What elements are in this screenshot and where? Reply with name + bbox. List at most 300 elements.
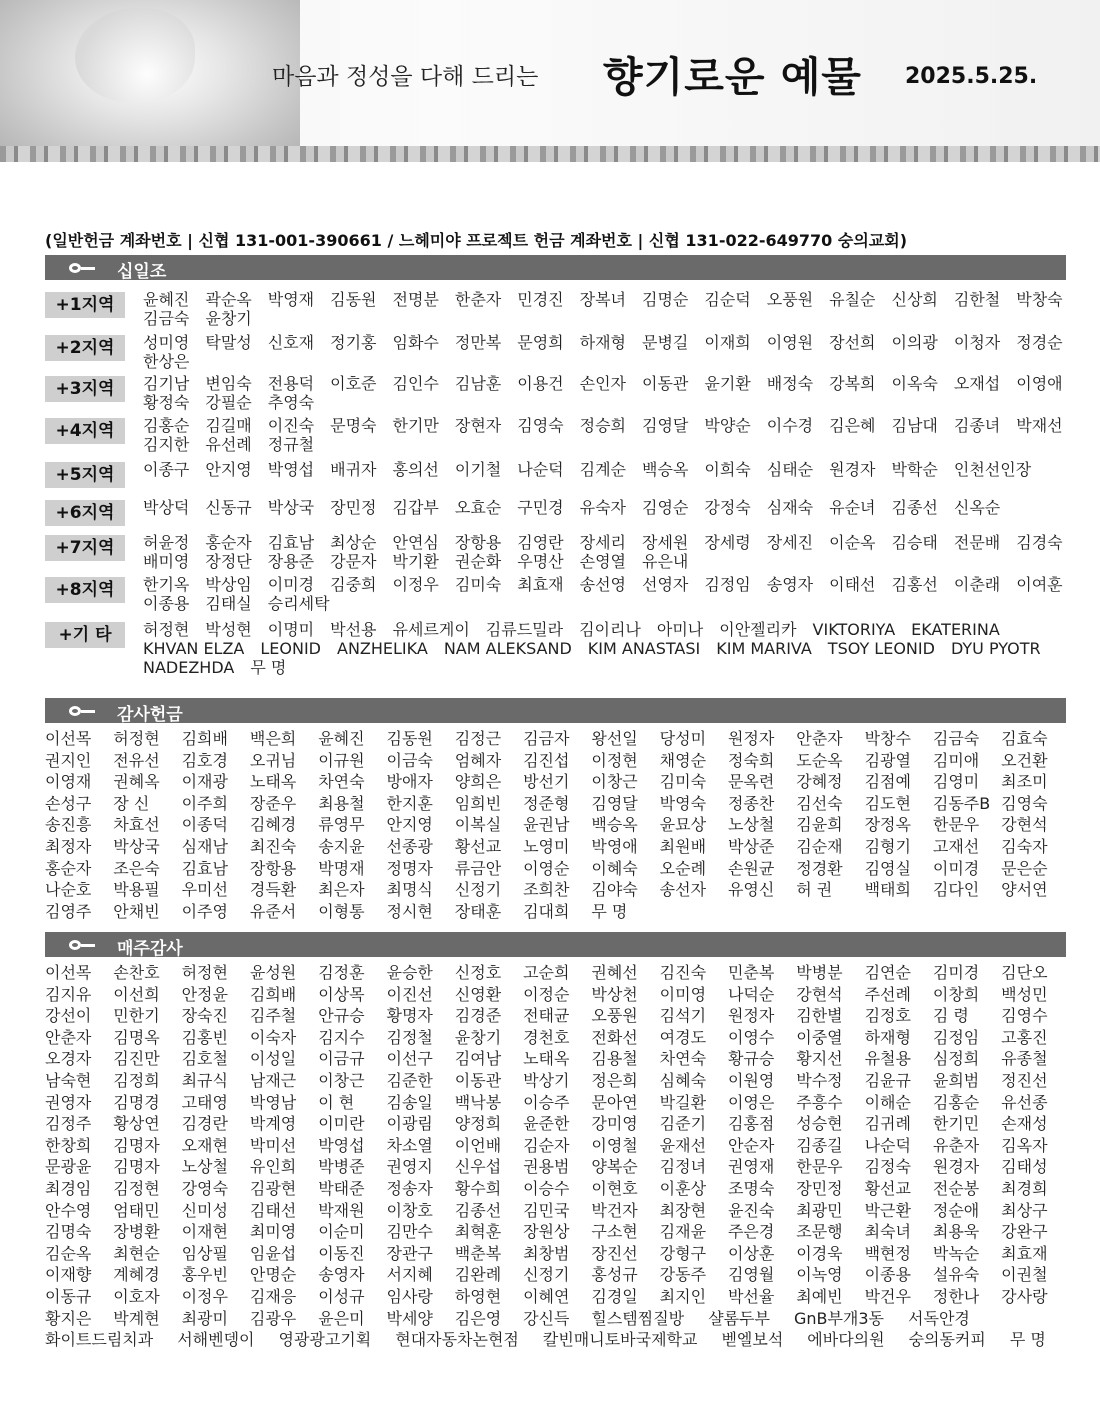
donor-name: 최예빈 [796,1286,843,1306]
donor-name: 박기환 [392,552,439,571]
donor-name: 김정철 [386,1027,433,1047]
donor-name: 박선용 [330,620,377,639]
region-badge: +4지역 [45,418,125,444]
donor-name: 윤창기 [205,309,252,328]
donor-name: 황규승 [727,1049,775,1069]
donor-name: 이재향 [45,1265,92,1285]
donor-name: 무 명 [591,901,628,921]
donor-name: 이승주 [523,1092,570,1112]
donor-name: 윤성원 [249,963,297,982]
header-title: 향기로운 예물 [603,53,862,101]
donor-name: 강형구 [659,1243,707,1263]
region-badge: +7지역 [45,535,125,561]
donor-name: 무 명 [1009,1330,1046,1350]
donor-name: 권영재 [727,1157,775,1177]
donor-name: 백은희 [249,729,297,748]
donor-name: 김동원 [386,729,433,748]
donor-name: 이동규 [45,1286,92,1306]
donor-name: TSOY LEONID [827,639,935,658]
donor-name: 이성규 [318,1286,365,1306]
donor-name: 박재원 [318,1200,365,1220]
donor-name: 안순자 [727,1135,775,1155]
donor-name: 김순자 [523,1135,570,1155]
donor-name: 이호자 [113,1286,160,1306]
donor-name: 이영은 [727,1092,775,1112]
donor-name: 김홍순 [143,416,190,435]
donor-name: 경천호 [523,1027,570,1047]
donor-name: 노영미 [523,836,570,856]
donor-name: 배미영 [143,552,190,571]
donor-name: 김윤희 [796,815,843,835]
region-badge: +6지역 [45,500,125,526]
donor-name: 박녹순 [932,1243,980,1263]
donor-name: 차효선 [113,815,160,835]
donor-name: 김미숙 [659,772,707,792]
donor-name: 김진섭 [523,750,570,770]
donor-name: 이형통 [318,901,365,921]
donor-name: 차소열 [386,1135,433,1155]
donor-name: 정경환 [796,858,843,878]
donor-name: 이창근 [318,1070,365,1090]
donor-name: 주흥수 [796,1092,843,1112]
region-names [143,374,1083,412]
donor-name: 신정호 [454,963,502,982]
donor-name: 장진선 [591,1243,638,1263]
donor-name: 김주철 [249,1006,297,1026]
donor-name: 하재형 [864,1027,911,1047]
donor-name: 최경임 [45,1178,92,1198]
donor-name: 고홍진 [1001,1027,1048,1047]
donor-name: 유은내 [642,552,689,571]
donor-name: 김이리나 [579,620,641,639]
donor-name: 강신득 [523,1308,570,1328]
donor-name: 김진만 [113,1049,160,1069]
monthly-list [45,962,1085,1351]
donor-name: 송지윤 [318,836,365,856]
donor-name: 김금숙 [143,309,190,328]
donor-name: 백춘복 [454,1243,502,1263]
donor-name: 문병길 [642,333,689,352]
donor-name: 신동규 [205,498,252,517]
donor-name: 김용철 [591,1049,638,1069]
donor-name: 허정현 [181,963,228,982]
region-names [143,460,1083,479]
donor-name: 박창숙 [1016,290,1063,309]
donor-name: 권혜선 [591,963,638,982]
donor-name: 원경자 [829,460,876,479]
donor-name: 황선교 [864,1178,911,1198]
donor-name: 서독안경 [908,1308,970,1328]
donor-name: 에바다의원 [807,1330,885,1350]
donor-name: 김단오 [1001,963,1048,982]
donor-name: 안채빈 [113,901,160,921]
donor-name: 최용철 [318,793,365,813]
donor-name: 박상국 [113,836,160,856]
donor-name: 박재선 [1016,416,1063,435]
donor-name: 강완구 [1001,1222,1048,1242]
donor-name: 김홍순 [932,1092,980,1112]
donor-name: 신옥순 [953,498,1001,517]
donor-name: 박학순 [891,460,938,479]
donor-name: 오건환 [1001,750,1048,770]
donor-name: 최숙녀 [864,1222,911,1242]
donor-name: 조은숙 [113,858,160,878]
donor-name: 문아연 [591,1092,638,1112]
donor-name: 장세원 [642,533,689,552]
donor-name: 김만수 [386,1222,433,1242]
donor-name: 이숙자 [249,1027,297,1047]
donor-name: 김명숙 [45,1222,92,1242]
donor-name: 최명식 [386,880,433,900]
donor-name: 이정순 [523,984,570,1004]
donor-name: 김류드밀라 [485,620,564,639]
donor-name: 심재숙 [766,498,814,517]
donor-name: 박명재 [318,858,365,878]
donor-name: 유순녀 [829,498,876,517]
donor-name: 김순재 [796,836,843,856]
donor-name: 황상연 [113,1114,160,1134]
donor-name: 박상국 [267,498,315,517]
donor-name: 임윤섭 [249,1243,297,1263]
donor-name: 이해순 [864,1092,911,1112]
donor-name: 장숙진 [181,1006,228,1026]
donor-name: 이명미 [267,620,315,639]
donor-name: 황명자 [386,1006,433,1026]
donor-name: 장민정 [330,498,377,517]
donor-name: 권혜옥 [113,772,160,792]
donor-name: 박세양 [386,1308,433,1328]
donor-name: 홍순자 [45,858,92,878]
donor-name: 김효숙 [1001,729,1048,748]
donor-name: 김호철 [181,1049,228,1069]
donor-name: 이정현 [591,750,638,770]
donor-name: 정송자 [386,1178,433,1198]
donor-name: 구소현 [591,1222,638,1242]
donor-name: 김중희 [330,575,377,594]
donor-name: 김영실 [864,858,911,878]
donor-name: 강선이 [45,1006,92,1026]
donor-name: 이혜연 [523,1286,570,1306]
donor-name: 황정숙 [143,393,190,412]
donor-name: 이미경 [267,575,315,594]
donor-name: 최효재 [1001,1243,1048,1263]
donor-name: 송진흥 [45,815,92,835]
donor-name: 고태영 [181,1092,228,1112]
donor-name: 오효순 [454,498,502,517]
donor-name: 이종용 [864,1265,911,1285]
donor-name: 문옥련 [727,772,775,792]
donor-name: 당성미 [659,729,707,748]
donor-name: 김숙자 [1001,836,1048,856]
donor-name: 조문행 [796,1222,843,1242]
donor-name: 김선숙 [796,793,843,813]
donor-name: 김형기 [864,836,911,856]
donor-name: 여경도 [659,1027,707,1047]
donor-name: 김연순 [864,963,911,982]
region-badge: +3지역 [45,376,125,402]
donor-name: 장현자 [454,416,502,435]
donor-name: 오귀님 [249,750,297,770]
donor-name: 홍성규 [591,1265,638,1285]
donor-name: 이재현 [181,1222,228,1242]
donor-name: 김윤규 [864,1070,911,1090]
donor-name: ANZHELIKA [337,639,428,658]
donor-name: 오재섭 [953,374,1001,393]
donor-name: 권용범 [523,1157,570,1177]
donor-name: 김옥자 [1001,1135,1048,1155]
donor-name: 박상기 [523,1070,570,1090]
key-icon [69,940,81,950]
donor-name: 이종구 [143,460,190,479]
donor-name: 임사랑 [386,1286,433,1306]
donor-name: KHVAN ELZA [143,639,245,658]
region-names [143,575,1083,613]
donor-name: 김광현 [249,1178,297,1198]
donor-name: 유인희 [249,1157,297,1177]
donor-name: 장준우 [249,793,297,813]
donor-name: 김정현 [113,1178,160,1198]
donor-name: 정준형 [523,793,570,813]
donor-name: 이영원 [766,333,814,352]
donor-name: 정은희 [591,1070,638,1090]
donor-name: 황수희 [454,1178,502,1198]
donor-name: 심혜숙 [659,1070,707,1090]
donor-name: 나순덕 [864,1135,911,1155]
donor-name: 강문자 [330,552,377,571]
donor-name: 윤은미 [318,1308,365,1328]
donor-name: 윤재선 [659,1135,707,1155]
section-title: 감사헌금 [117,705,183,725]
donor-name: 이안젤리카 [719,620,797,639]
donor-name: 김한철 [953,290,1001,309]
donor-name: 이상훈 [727,1243,775,1263]
donor-name: 김홍선 [891,575,938,594]
donor-name: 윤권남 [523,815,570,835]
donor-name: 김정녀 [659,1157,707,1177]
donor-name: 장정단 [205,552,252,571]
donor-name: GnB부개3동 [793,1308,885,1328]
donor-name: 하영현 [454,1286,502,1306]
donor-name: 나순덕 [517,460,564,479]
donor-name: 샬롬두부 [708,1308,770,1328]
donor-name: 김영달 [642,416,689,435]
donor-name: 정진선 [1001,1070,1048,1090]
donor-name: 최용욱 [932,1222,980,1242]
donor-name: 김미숙 [454,575,502,594]
donor-name: 문명숙 [330,416,377,435]
donor-name: 김야숙 [591,880,638,900]
donor-name: 나순호 [45,880,92,900]
donor-name: 김영순 [642,498,689,517]
donor-name: 김명옥 [113,1027,160,1047]
donor-name: 김남훈 [454,374,502,393]
donor-name: 김정임 [932,1027,980,1047]
donor-name: 김태선 [249,1200,297,1220]
donor-name: 박영남 [249,1092,297,1112]
donor-name: 엄혜자 [454,750,502,770]
donor-name: 김여남 [454,1049,502,1069]
donor-name: 백태희 [864,880,911,900]
donor-name: 장세령 [704,533,751,552]
donor-name: 신정기 [454,880,502,900]
donor-name: 최장현 [659,1200,707,1220]
header-subtitle: 마음과 정성을 다해 드리는 [272,64,539,90]
donor-name: 칼빈매니토바국제학교 [542,1330,698,1350]
donor-name: 송선자 [659,880,707,900]
donor-name: 김정주 [45,1114,92,1134]
donor-name: 양희은 [454,772,502,792]
donor-name: 김기남 [143,374,190,393]
donor-name: 이수경 [766,416,814,435]
donor-name: 손재성 [1001,1114,1048,1134]
donor-name: 민한기 [113,1006,160,1026]
donor-name: 김경일 [591,1286,638,1306]
donor-name: 이원영 [727,1070,775,1090]
donor-name: 전용덕 [267,374,315,393]
donor-name: 김명자 [113,1135,160,1155]
donor-name: 이선목 [45,963,92,982]
donor-name: 윤혜진 [318,729,365,748]
donor-name: 주은경 [727,1222,775,1242]
donor-name: 윤준한 [523,1114,570,1134]
donor-name: 문영희 [517,333,564,352]
donor-name: 장 신 [113,793,150,813]
donor-name: 강복희 [829,374,876,393]
donor-name: 김완례 [454,1265,502,1285]
donor-name: 김홍빈 [181,1027,228,1047]
donor-name: 김갑부 [392,498,439,517]
donor-name: 김홍점 [727,1114,775,1134]
donor-name: 심정희 [932,1049,980,1069]
donor-name: 최창범 [523,1243,570,1263]
donor-name: 김지수 [318,1027,365,1047]
donor-name: 강사랑 [1001,1286,1048,1306]
donor-name: 홍우빈 [181,1265,228,1285]
account-info: (일반헌금 계좌번호 | 신협 131-001-390661 / 느헤미야 프로젝트 헌금 계좌번호 | 신협 131-022-649770 숭의교회) [45,231,908,250]
donor-name: 윤묘상 [659,815,707,835]
donor-name: 김종길 [796,1135,843,1155]
donor-name: 추영숙 [267,393,315,412]
donor-name: 김정희 [113,1070,160,1090]
region-names [143,533,1083,571]
donor-name: 박영숙 [659,793,707,813]
donor-name: 이진선 [386,984,433,1004]
donor-name: 이규원 [318,750,365,770]
donor-name: 권순화 [454,552,502,571]
donor-name: 정만복 [454,333,502,352]
donor-name: 박미선 [249,1135,297,1155]
donor-name: 강현석 [796,984,843,1004]
donor-name: 현대자동차논현점 [395,1330,519,1350]
donor-name: KIM ANASTASI [587,639,701,658]
donor-name: 이의광 [891,333,938,352]
donor-name: 최광미 [181,1308,228,1328]
donor-name: 박영섭 [267,460,315,479]
donor-name: 영광광고기획 [278,1330,372,1350]
donor-name: 김혜경 [249,815,297,835]
donor-name: KIM MARIVA [716,639,812,658]
donor-name: 이금규 [318,1049,365,1069]
donor-name: 박선율 [727,1286,775,1306]
region-badge: +기 타 [45,622,125,648]
donor-name: 박병준 [318,1157,365,1177]
donor-name: 최광민 [796,1200,843,1220]
donor-name: 최현순 [113,1243,160,1263]
donor-name: 백낙봉 [454,1092,502,1112]
donor-name: 안연심 [392,533,439,552]
section-title: 매주감사 [117,939,183,959]
donor-name: 강정숙 [704,498,751,517]
donor-name: 윤혜진 [143,290,190,309]
donor-name: 강동주 [659,1265,707,1285]
donor-name: 장세진 [766,533,814,552]
donor-name: 박양순 [704,416,751,435]
donor-name: 이청자 [953,333,1001,352]
donor-name: 유선례 [205,435,252,454]
donor-name: 이경욱 [796,1243,843,1263]
donor-name: NADEZHDA [143,658,235,677]
donor-name: 김태실 [205,594,252,613]
donor-name: 차연숙 [318,772,365,792]
donor-name: 변임숙 [205,374,252,393]
donor-name: 엄태민 [113,1200,160,1220]
donor-name: 박영애 [591,836,638,856]
donor-name: 박창수 [864,729,911,748]
region-badge: +8지역 [45,577,125,603]
region-names [143,416,1083,454]
donor-name: 구민경 [517,498,564,517]
donor-name: 경득환 [249,880,297,900]
donor-name: 박상임 [205,575,252,594]
donor-name: 한기만 [392,416,439,435]
donor-name: 박영섭 [318,1135,365,1155]
donor-name: 이창호 [386,1200,433,1220]
donor-name: 정승희 [579,416,626,435]
donor-name: 안춘자 [45,1027,92,1047]
donor-name: 김경숙 [1016,533,1063,552]
donor-name: 김태성 [1001,1157,1048,1177]
donor-name: 계혜경 [113,1265,160,1285]
donor-name: 유숙자 [579,498,626,517]
donor-name: 이용건 [517,374,564,393]
donor-name: 김종선 [454,1200,502,1220]
donor-name: 최은자 [318,880,365,900]
donor-name: 이순미 [318,1222,365,1242]
donor-name: LEONID [260,639,321,658]
donor-name: 장병환 [113,1222,160,1242]
donor-name: 이영재 [45,772,92,792]
donor-name: 배귀자 [330,460,377,479]
donor-name: 정종찬 [727,793,775,813]
donor-name: 선종광 [386,836,433,856]
donor-name: 심태순 [766,460,814,479]
donor-name: 양정희 [454,1114,502,1134]
donor-name: 김효남 [181,858,228,878]
donor-name: 권영지 [386,1157,433,1177]
donor-name: 김명순 [642,290,689,309]
donor-name: 안정윤 [181,984,228,1004]
donor-name: 이성일 [249,1049,297,1069]
donor-name: EKATERINA [911,620,1000,639]
donor-name: 박상준 [727,836,775,856]
donor-name: 김영주 [45,901,92,921]
donor-name: 장태훈 [454,901,502,921]
donor-name: 윤희범 [932,1070,980,1090]
donor-name: 최조미 [1001,772,1048,792]
donor-name: 김영미 [932,772,980,792]
donor-name: 고순희 [523,963,570,982]
donor-name: 전화선 [591,1027,638,1047]
